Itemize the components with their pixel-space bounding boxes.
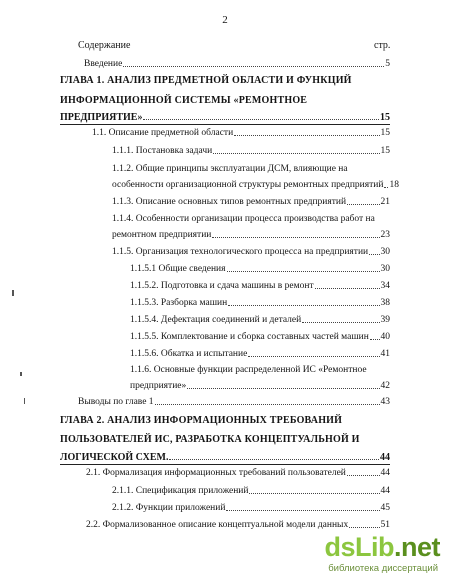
scan-mark [12,290,14,296]
toc-entry-2-1-1[interactable] [112,486,390,497]
toc-entry-text: ПРЕДПРИЯТИЕ» [60,112,143,123]
toc-entry-page: 15 [380,146,390,156]
chapter-2-heading-line-2: ПОЛЬЗОВАТЕЛЕЙ ИС, РАЗРАБОТКА КОНЦЕПТУАЛЬНОЙ И [60,434,360,445]
toc-entry-1-1-5-1[interactable] [130,264,390,275]
chapter-1-heading-line-2: ИНФОРМАЦИОННОЙ СИСТЕМЫ «РЕМОНТНОЕ [60,95,308,106]
scan-mark [24,398,25,404]
toc-entry-text: 2.2. Формализованное описание концептуальной модели данных [86,520,349,530]
toc-entry-text: 1.1.5.3. Разборка машин [130,298,228,308]
watermark [320,532,440,576]
toc-entry-text: 1.1.5.1 Общие сведения [130,264,226,274]
toc-entry-text: 1.1.5.2. Подготовка и сдача машины в ремонт [130,281,314,291]
toc-entry-1-1-5-6[interactable] [130,349,390,360]
toc-entry-page: 43 [380,397,390,407]
watermark-subtitle: библиотека диссертаций [328,563,438,574]
toc-entry-2-2[interactable] [86,520,390,531]
toc-entry-1-1[interactable] [92,128,390,139]
toc-title: Содержание [78,40,131,51]
toc-entry-page: 21 [380,197,390,207]
toc-entry-page: 18 [389,180,399,190]
toc-entry-page: 40 [380,332,390,342]
toc-entry-text: 1.1. Описание предметной области [92,128,234,138]
toc-entry-page: 38 [380,298,390,308]
toc-entry-text: Введение [84,59,123,69]
toc-entry-text: 1.1.5.4. Дефектация соединений и деталей [130,315,302,325]
toc-entry-text: 2.1.1. Спецификация приложений [112,486,249,496]
chapter-underline [60,124,390,125]
toc-entry-text: 2.1.2. Функции приложений [112,503,226,513]
toc-entry-text: 1.1.5. Организация технологического процесса на предприятии [112,247,369,257]
chapter-2-heading-line-1: ГЛАВА 2. АНАЛИЗ ИНФОРМАЦИОННЫХ ТРЕБОВАНИЙ [60,415,343,426]
toc-entry-page: 30 [380,264,390,274]
toc-entry-page: 44 [380,468,390,478]
toc-entry-text: 1.1.3. Описание основных типов ремонтных предприятий [112,197,347,207]
toc-entry-2-1-2[interactable] [112,503,390,514]
scan-mark [20,372,22,376]
watermark-logo: dsLib.net [324,532,440,562]
page-number: 2 [222,14,228,26]
toc-entry-2-1[interactable] [86,468,390,479]
toc-entry-page: 44 [380,452,390,463]
toc-entry-text: 1.1.5.6. Обкатка и испытание [130,349,248,359]
toc-entry-introduction[interactable] [84,59,390,70]
toc-entry-page: 15 [380,112,390,123]
toc-entry-chapter-1[interactable] [60,112,390,123]
toc-entry-page: 23 [380,230,390,240]
toc-entry-page: 51 [380,520,390,530]
toc-entry-1-1-6-line-1: 1.1.6. Основные функции распределенной ИС «Ремонтное [130,365,367,375]
chapter-underline [60,464,390,465]
chapter-1-heading-line-1: ГЛАВА 1. АНАЛИЗ ПРЕДМЕТНОЙ ОБЛАСТИ И ФУНКЦИЙ [60,75,352,86]
toc-entry-conclusions-1[interactable] [78,397,390,408]
toc-entry-1-1-2-line-1: 1.1.2. Общие принципы эксплуатации ДСМ, влияющие на [112,164,348,174]
toc-entry-text: особенности организационной структуры ремонтных предприятий [112,180,384,190]
toc-entry-page: 45 [380,503,390,513]
toc-entry-page: 42 [380,381,390,391]
toc-entry-1-1-4[interactable]: ремонтном предприятии 23 [112,230,390,240]
toc-entry-page: 41 [380,349,390,359]
toc-entry-text: Выводы по главе 1 [78,397,154,407]
toc-entry-1-1-6[interactable] [130,381,390,392]
toc-entry-text: ЛОГИЧЕСКОЙ СХЕМ. [60,452,169,463]
toc-entry-page: 34 [380,281,390,291]
toc-page-column-label: стр. [374,40,391,51]
toc-entry-page: 15 [380,128,390,138]
toc-entry-1-1-5-3[interactable] [130,298,390,309]
toc-entry-1-1-2[interactable] [112,180,399,191]
toc-entry-1-1-1[interactable] [112,146,390,157]
toc-entry-text: 1.1.5.5. Комплектование и сборка составных частей машин [130,332,369,342]
toc-entry-chapter-2[interactable] [60,452,390,463]
toc-entry-1-1-3[interactable] [112,197,390,208]
toc-entry-1-1-4-line-1: 1.1.4. Особенности организации процесса производства работ на [112,214,375,224]
toc-entry-1-1-5-5[interactable] [130,332,390,343]
toc-entry-text: 1.1.1. Постановка задачи [112,146,213,156]
toc-entry-text: 2.1. Формализация информационных требований пользователей [86,468,346,478]
toc-entry-page: 30 [380,247,390,257]
toc-entry-1-1-5-2[interactable] [130,281,390,292]
toc-entry-text: предприятие» [130,381,187,391]
toc-entry-1-1-5-4[interactable] [130,315,390,326]
toc-entry-page: 39 [380,315,390,325]
toc-entry-1-1-5[interactable] [112,247,390,258]
toc-entry-page: 44 [380,486,390,496]
toc-entry-page: 5 [385,59,390,69]
